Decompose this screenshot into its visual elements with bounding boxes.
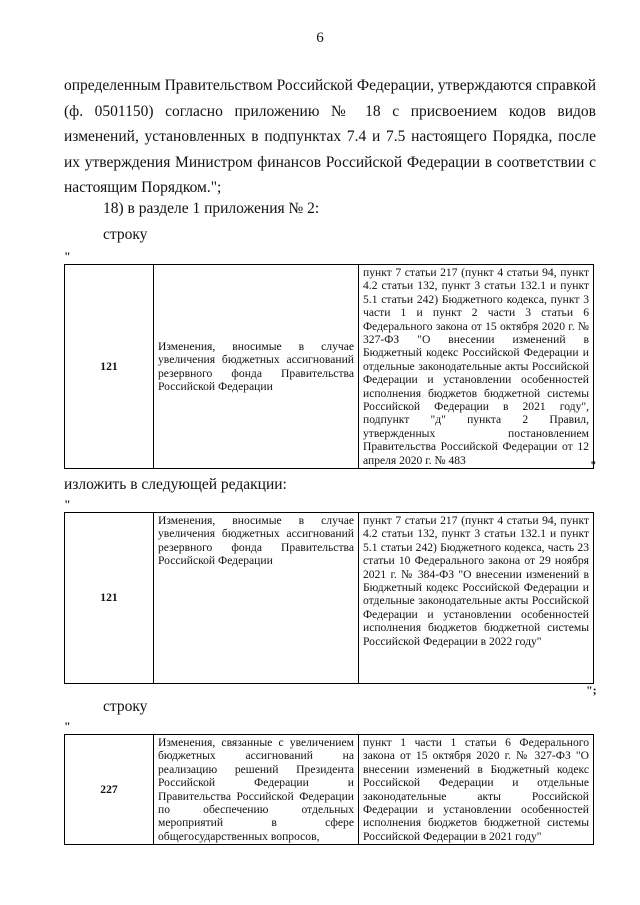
quote-open-2: " [64, 497, 71, 511]
old-description-cell: Изменения, вносимые в случае увеличения бюджетных ассигнований резервного фонда Правительства Российской Федерации [154, 265, 359, 469]
table-new-row [64, 512, 594, 684]
227-description-cell: Изменения, связанные с увеличением бюджетных ассигнований на реализацию решений Президента Российской Федерации и Правительства Российской Федерации по обеспечению отдельных мероприятий в сфере общегосударственных вопросов, [154, 735, 359, 845]
table-227-row [64, 734, 594, 845]
old-basis-cell: пункт 7 статьи 217 (пункт 4 статьи 94, пункт 4.2 статьи 132, пункт 3 статьи 132.1 и пункт 5.1 статьи 242) Бюджетного кодекса, пункт 3 части 1 и пункт 2 части 3 статьи 6 Федерального закона от 15 октября 2020 г. № 327-ФЗ "О внесении изменений в Бюджетный кодекс Российской Федерации и отдельные законодательные акты Российской Федерации и установлении особенностей исполнения бюджетов бюджетной системы Российской Федерации в 2021 году", подпункт "д" пункта 2 Правил, утвержденных постановлением Правительства Российской Федерации от 12 апреля 2020 г. № 483 [359, 265, 594, 469]
quote-open-1: " [64, 249, 71, 263]
item-18-heading: 18) в разделе 1 приложения № 2: [103, 200, 320, 217]
quote-close-semicolon: "; [586, 683, 597, 697]
page-number: 6 [316, 30, 324, 46]
table-old-row [64, 264, 594, 469]
intro-paragraph: определенным Правительством Российской Федерации, утверждаются справкой (ф. 0501150) согласно приложению № 18 с присвоением кодов видов изменений, установленных в подпунктах 7.4 и 7.5 настоящего Порядка, после их утверждения Министром финансов Российской Федерации в соответствии с настоящим Порядком."; [64, 77, 596, 196]
227-code-cell: 227 [65, 735, 154, 845]
new-basis-cell: пункт 7 статьи 217 (пункт 4 статьи 94, пункт 4.2 статьи 132, пункт 3 статьи 132.1 и пункт 5.1 статьи 242) Бюджетного кодекса, часть 23 статьи 10 Федерального закона от 29 ноября 2021 г. № 384-ФЗ "О внесении изменений в Бюджетный кодекс Российской Федерации и отдельные законодательные акты Российской Федерации и установлении особенностей исполнения бюджетов бюджетной системы Российской Федерации в 2022 году" [359, 513, 594, 684]
row-word-2: строку [103, 698, 148, 715]
quote-close-1: " [590, 458, 597, 472]
old-code-cell: 121 [65, 265, 154, 469]
227-basis-cell: пункт 1 части 1 статьи 6 Федерального закона от 15 октября 2020 г. № 327-ФЗ "О внесении изменений в Бюджетный кодекс Российской Федерации и отдельные законодательные акты Российской Федерации и установлении особенностей исполнения бюджетов бюджетной системы Российской Федерации в 2021 году" [359, 735, 594, 845]
new-description-cell: Изменения, вносимые в случае увеличения бюджетных ассигнований резервного фонда Правительства Российской Федерации [154, 513, 359, 684]
row-word-1: строку [103, 226, 148, 243]
new-code-cell: 121 [65, 513, 154, 684]
quote-open-3: " [64, 719, 71, 733]
new-edition-heading: изложить в следующей редакции: [64, 476, 287, 493]
